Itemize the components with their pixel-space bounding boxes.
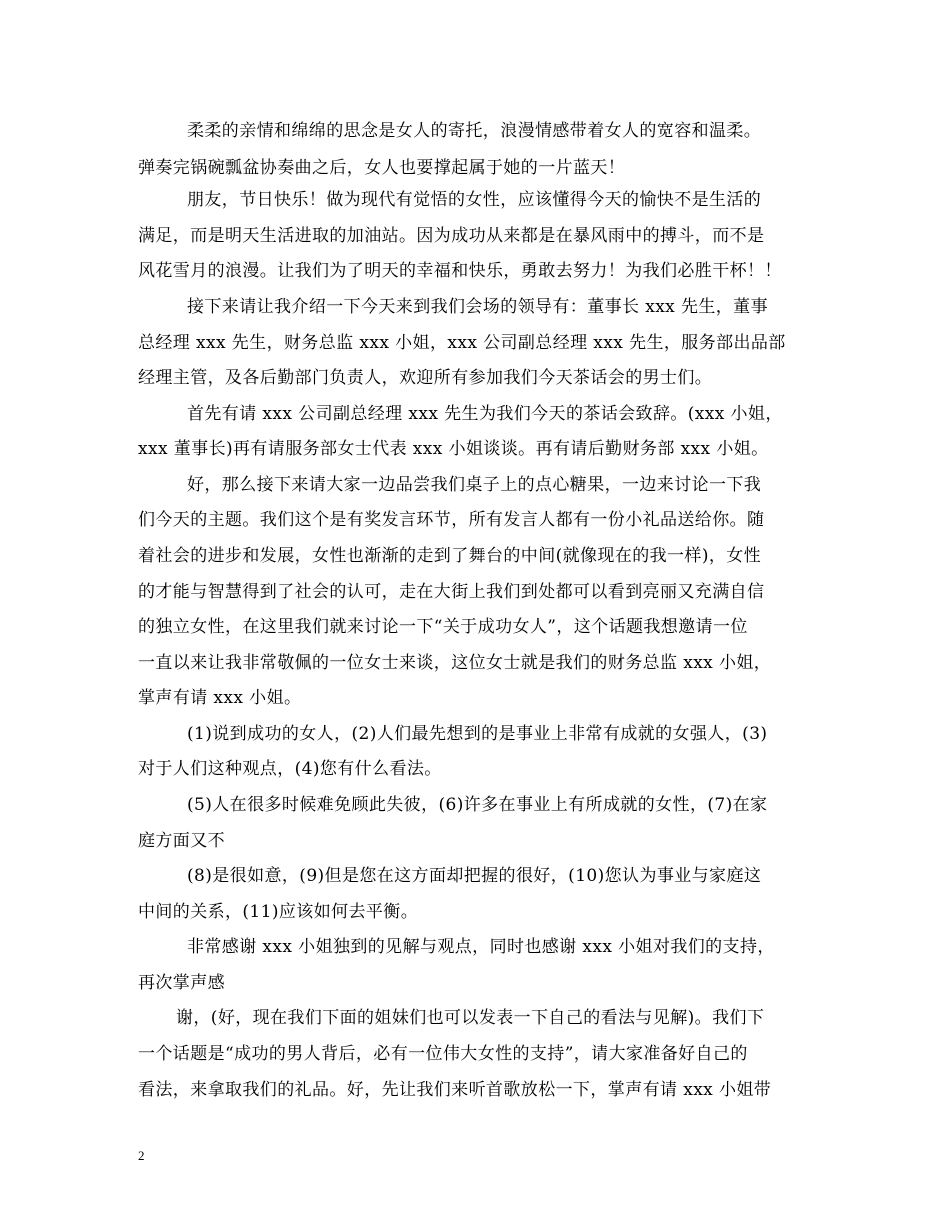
paragraph-line: 柔柔的亲情和绵绵的思念是女人的寄托，浪漫情感带着女人的宽容和温柔。: [187, 121, 762, 141]
paragraph-line: 们今天的主题。我们这个是有奖发言环节，所有发言人都有一份小礼品送给你。随: [138, 510, 765, 530]
paragraph-line: 谢，(好，现在我们下面的姐妹们也可以发表一下自己的看法与见解)。我们下: [176, 1008, 765, 1028]
paragraph-line: 掌声有请 xxx 小姐。: [138, 688, 302, 708]
paragraph-line: 一个话题是“成功的男人背后，必有一位伟大女性的支持”，请大家准备好自己的: [138, 1044, 748, 1064]
paragraph-line: 弹奏完锅碗瓢盆协奏曲之后，女人也要撑起属于她的一片蓝天！: [138, 158, 626, 178]
paragraph-line: (1)说到成功的女人，(2)人们最先想到的是事业上非常有成就的女强人，(3): [187, 724, 768, 744]
paragraph-line: 中间的关系，(11)应该如何去平衡。: [138, 902, 419, 922]
paragraph-line: 接下来请让我介绍一下今天来到我们会场的领导有：董事长 xxx 先生，董事: [187, 297, 768, 317]
paragraph-line: 首先有请 xxx 公司副总经理 xxx 先生为我们今天的茶话会致辞。(xxx 小姐，: [187, 404, 783, 424]
page-number: 2: [138, 1148, 145, 1163]
paragraph-line: 着社会的进步和发展，女性也渐渐的走到了舞台的中间(就像现在的我一样)，女性: [138, 546, 762, 566]
paragraph-line: 经理主管，及各后勤部门负责人，欢迎所有参加我们今天茶话会的男士们。: [138, 368, 713, 388]
paragraph-line: 看法，来拿取我们的礼品。好，先让我们来听首歌放松一下，掌声有请 xxx 小姐带: [138, 1080, 772, 1100]
paragraph-line: 再次掌声感: [138, 973, 225, 993]
paragraph-line: 风花雪月的浪漫。让我们为了明天的幸福和快乐，勇敢去努力！为我们必胜干杯！！: [138, 261, 782, 281]
paragraph-line: 的独立女性，在这里我们就来讨论一下“关于成功女人”，这个话题我想邀请一位: [138, 617, 748, 637]
paragraph-line: 的才能与智慧得到了社会的认可，走在大街上我们到处都可以看到亮丽又充满自信: [138, 582, 765, 602]
paragraph-line: (5)人在很多时候难免顾此失彼，(6)许多在事业上有所成就的女性，(7)在家: [187, 795, 768, 815]
paragraph-line: 好，那么接下来请大家一边品尝我们桌子上的点心糖果，一边来讨论一下我: [187, 475, 762, 495]
paragraph-line: 非常感谢 xxx 小姐独到的见解与观点，同时也感谢 xxx 小姐对我们的支持，: [187, 937, 775, 957]
paragraph-line: xxx 董事长)再有请服务部女士代表 xxx 小姐谈谈。再有请后勤财务部 xxx 小姐。: [138, 439, 769, 459]
paragraph-line: 一直以来让我非常敬佩的一位女士来谈，这位女士就是我们的财务总监 xxx 小姐，: [138, 653, 772, 673]
paragraph-line: 朋友，节日快乐！做为现代有觉悟的女性，应该懂得今天的愉快不是生活的: [187, 190, 762, 210]
paragraph-line: 满足，而是明天生活进取的加油站。因为成功从来都是在暴风雨中的搏斗，而不是: [138, 226, 765, 246]
paragraph-line: (8)是很如意，(9)但是您在这方面却把握的很好，(10)您认为事业与家庭这: [187, 866, 762, 886]
paragraph-line: 总经理 xxx 先生，财务总监 xxx 小姐，xxx 公司副总经理 xxx 先生，服务部出品部: [138, 333, 786, 353]
paragraph-line: 庭方面又不: [138, 831, 225, 851]
paragraph-line: 对于人们这种观点，(4)您有什么看法。: [138, 759, 442, 779]
